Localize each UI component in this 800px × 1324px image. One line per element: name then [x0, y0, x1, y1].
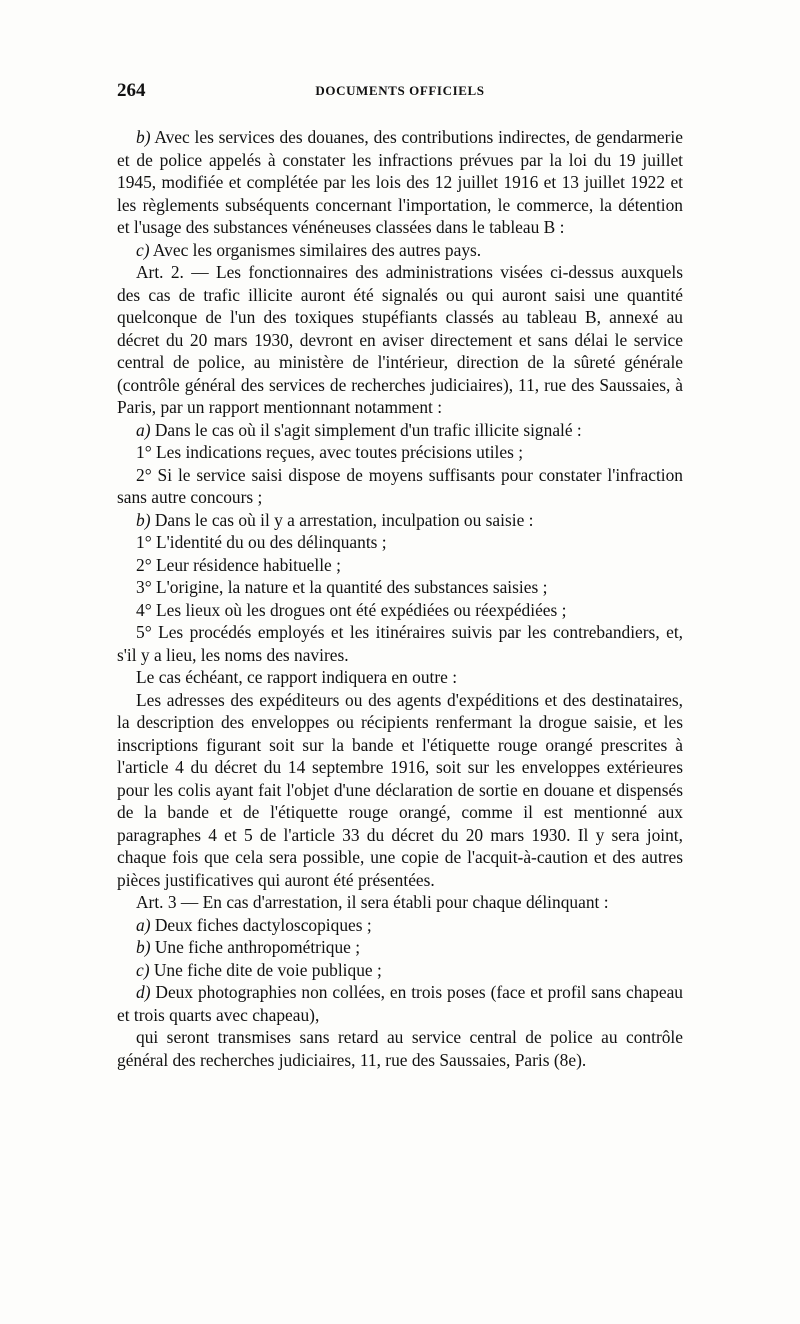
list-item-art3-c: [117, 959, 683, 982]
paragraph-article-3: Art. 3 — En cas d'arrestation, il sera établi pour chaque délinquant :: [136, 892, 609, 912]
paragraph-text: Avec les organismes similaires des autres pays.: [149, 239, 482, 260]
paragraph-qui-seront: qui seront transmises sans retard au service central de police au contrôle général des recherches judiciaires, 11, rue des Saussaies, Paris (8e).: [117, 1027, 683, 1070]
list-marker: d): [136, 982, 151, 1002]
list-marker: b): [136, 509, 151, 530]
paragraph-text: Dans le cas où il s'agit simplement d'un trafic illicite signalé :: [150, 419, 582, 440]
paragraph-text: Avec les services des douanes, des contributions indirectes, de gendarmerie et de police appelés à constater les infractions prévues par la loi du 19 juillet 1945, modifiée et complétée par les lois des 12 juillet 1916 et 13 juillet 1922 et les règlements subséquents concernant l'importation, le commerce, la détention et l'usage des substances vénéneuses classées dans le tableau B :: [117, 127, 683, 237]
document-body: [117, 126, 683, 1071]
running-head: DOCUMENTS OFFICIELS: [315, 83, 485, 98]
list-item-a2: 2° Si le service saisi dispose de moyens suffisants pour constater l'infraction sans autre concours ;: [117, 464, 683, 507]
page-header: [117, 80, 683, 106]
list-marker: c): [136, 239, 150, 260]
list-item-art3-d: [117, 981, 683, 1026]
list-item-b2: 2° Leur résidence habituelle ;: [136, 554, 341, 575]
paragraph-text: Deux fiches dactyloscopiques ;: [150, 914, 372, 935]
paragraph-text: Deux photographies non collées, en trois poses (face et profil sans chapeau et trois quarts avec chapeau),: [117, 982, 683, 1025]
list-item-b3: 3° L'origine, la nature et la quantité des substances saisies ;: [136, 577, 548, 597]
list-marker: a): [136, 419, 151, 440]
paragraph-c-organismes: [117, 239, 683, 262]
page-number: 264: [117, 80, 146, 101]
paragraph-a-trafic: [117, 419, 683, 442]
list-item-b4: 4° Les lieux où les drogues ont été expédiées ou réexpédiées ;: [136, 599, 567, 620]
paragraph-text: Dans le cas où il y a arrestation, inculpation ou saisie :: [150, 509, 534, 530]
paragraph-article-2: Art. 2. — Les fonctionnaires des administrations visées ci-dessus auxquels des cas de trafic illicite auront été signalés ou qui auront saisi une quantité quelconque de l'un des toxiques stupéfiants classés au tableau B, annexé au décret du 20 mars 1930, devront en aviser directement et sans délai le service central de police, au ministère de l'intérieur, direction de la sûreté générale (contrôle général des services de recherches judiciaires), 11, rue des Saussaies, à Paris, par un rapport mentionnant notamment :: [117, 262, 683, 417]
paragraph-text: Une fiche dite de voie publique ;: [149, 959, 382, 980]
list-marker: b): [136, 127, 151, 147]
list-marker: c): [136, 959, 150, 980]
list-item-a1: 1° Les indications reçues, avec toutes précisions utiles ;: [136, 442, 524, 462]
list-item-art3-a: [117, 914, 683, 937]
list-item-b5: 5° Les procédés employés et les itinéraires suivis par les contrebandiers, et, s'il y a lieu, les noms des navires.: [117, 622, 683, 665]
paragraph-text: Une fiche anthropométrique ;: [150, 937, 361, 957]
list-item-art3-b: [117, 936, 683, 959]
paragraph-b-arrestation: [117, 509, 683, 532]
paragraph-le-cas: Le cas échéant, ce rapport indiquera en outre :: [136, 667, 458, 687]
paragraph-b-douanes: [117, 126, 683, 239]
paragraph-adresses: Les adresses des expéditeurs ou des agents d'expéditions et des destinataires, la description des enveloppes ou récipients renfermant la drogue saisie, et les inscriptions figurant soit sur la bande et l'étiquette rouge orangé prescrites à l'article 4 du décret du 14 septembre 1916, soit sur les enveloppes extérieures pour les colis ayant fait l'objet d'une déclaration de sortie en douane et dispensés de la bande et de l'étiquette rouge orangé, comme il est mentionné aux paragraphes 4 et 5 de l'article 33 du décret du 20 mars 1930. Il y sera joint, chaque fois que cela sera possible, une copie de l'acquit-à-caution et des autres pièces justificatives qui auront été présentées.: [117, 689, 683, 890]
list-marker: b): [136, 937, 151, 957]
list-item-b1: 1° L'identité du ou des délinquants ;: [136, 532, 387, 552]
list-marker: a): [136, 914, 151, 935]
